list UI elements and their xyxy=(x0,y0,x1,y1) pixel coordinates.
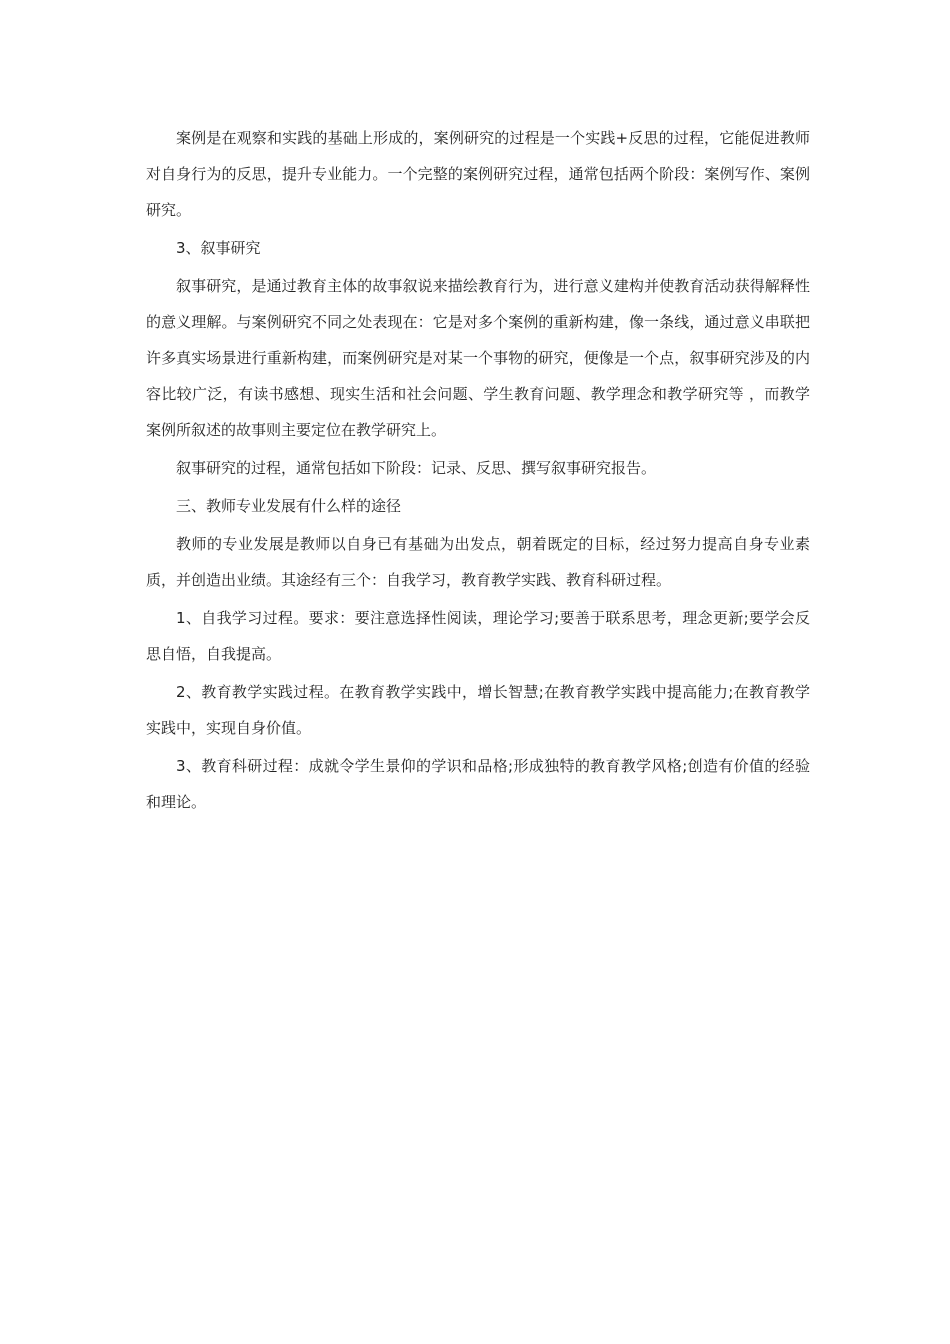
document-body xyxy=(146,120,810,822)
paragraph-teacher-development-overview: 教师的专业发展是教师以自身已有基础为出发点，朝着既定的目标，经过努力提高自身专业素质，并创造出业绩。其途经有三个：自我学习，教育教学实践、教育科研过程。 xyxy=(146,535,810,589)
paragraph-narrative-research-process: 叙事研究的过程，通常包括如下阶段：记录、反思、撰写叙事研究报告。 xyxy=(176,459,657,477)
heading-teacher-development-paths: 三、教师专业发展有什么样的途径 xyxy=(176,497,402,515)
paragraph-narrative-research-definition: 叙事研究，是通过教育主体的故事叙说来描绘教育行为，进行意义建构并使教育活动获得解释性的意义理解。与案例研究不同之处表现在：它是对多个案例的重新构建，像一条线，通过意义串联把许多真实场景进行重新构建，而案例研究是对某一个事物的研究，便像是一个点，叙事研究涉及的内容比较广泛，有读书感想、现实生活和社会问题、学生教育问题、教学理念和教学研究等 ，而教学案例所叙述的故事则主要定位在教学研究上。 xyxy=(146,277,810,439)
paragraph-teaching-practice: 2、教育教学实践过程。在教育教学实践中，增长智慧;在教育教学实践中提高能力;在教育教学实践中，实现自身价值。 xyxy=(146,683,810,737)
heading-narrative-research: 3、叙事研究 xyxy=(176,239,261,257)
paragraph-case-study-intro: 案例是在观察和实践的基础上形成的，案例研究的过程是一个实践+反思的过程，它能促进教师对自身行为的反思，提升专业能力。一个完整的案例研究过程，通常包括两个阶段：案例写作、案例研究。 xyxy=(146,129,810,219)
paragraph-self-learning: 1、自我学习过程。要求：要注意选择性阅读，理论学习;要善于联系思考，理念更新;要学会反思自悟，自我提高。 xyxy=(146,609,810,663)
paragraph-research-process: 3、教育科研过程：成就令学生景仰的学识和品格;形成独特的教育教学风格;创造有价值的经验和理论。 xyxy=(146,757,810,811)
